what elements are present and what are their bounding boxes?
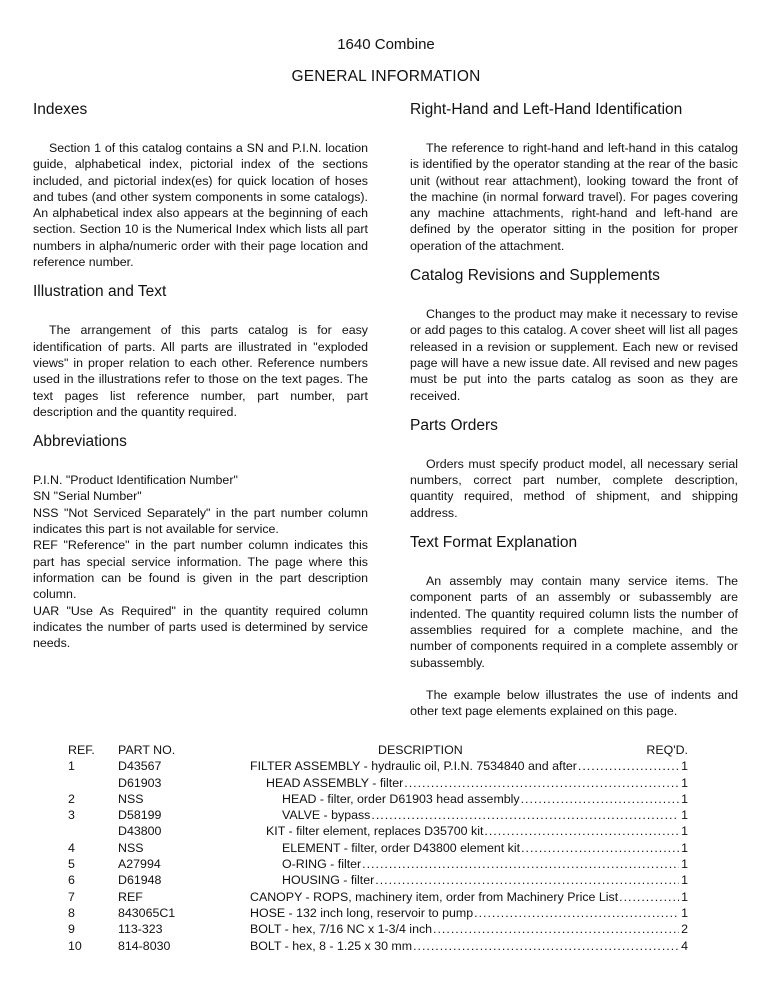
table-row bbox=[68, 807, 688, 823]
part-number-cell: REF bbox=[118, 889, 143, 904]
illustration-text: The arrangement of this parts catalog is for easy identification of parts. All parts are illustrated in "exploded views" in proper relation to each other. Reference numbers used in the illustrations refer to those on the text pages. The text pages list reference number, part number, part description and the quantity required. bbox=[33, 323, 368, 419]
description-cell bbox=[250, 856, 688, 872]
description-cell bbox=[250, 823, 688, 839]
format-example-text: The example below illustrates the use of indents and other text page elements explained on this page. bbox=[410, 687, 738, 719]
description-text: HEAD ASSEMBLY - filter bbox=[266, 775, 404, 790]
table-row bbox=[68, 775, 688, 791]
abbreviation-sn: SN "Serial Number" bbox=[33, 489, 142, 504]
quantity-cell: 1 bbox=[681, 808, 688, 823]
part-number-cell: D58199 bbox=[118, 808, 162, 823]
handedness-text: The reference to right-hand and left-hand in this catalog is identified by the operator standing at the rear of the basic unit (without rear attachment), looking toward the front of the machine (in normal forward travel). For pages covering any machine attachments, right-hand and left-hand are defined by the operator sitting in the position for proper operation of the attachment. bbox=[410, 141, 738, 253]
illustration-section bbox=[33, 282, 368, 420]
description-cell bbox=[250, 905, 688, 921]
part-number-cell: D61948 bbox=[118, 873, 162, 888]
quantity-cell: 2 bbox=[681, 922, 688, 937]
abbreviation-ref: REF "Reference" in the part number column indicates this part has special service information. The page where this information can be found is given in the part description column. bbox=[33, 538, 368, 602]
ref-cell bbox=[68, 823, 118, 839]
page-title: 1640 Combine bbox=[337, 36, 435, 53]
quantity-cell: 1 bbox=[681, 840, 688, 855]
header-reqd: REQ'D. bbox=[646, 743, 688, 757]
leader-dots bbox=[413, 938, 679, 954]
quantity-cell: 1 bbox=[681, 889, 688, 904]
table-row bbox=[68, 905, 688, 921]
leader-dots bbox=[404, 775, 679, 791]
ref-cell: 1 bbox=[68, 759, 75, 774]
table-row bbox=[68, 823, 688, 839]
description-text: VALVE - bypass bbox=[282, 808, 371, 823]
abbreviation-nss: NSS "Not Serviced Separately" in the part number column indicates this part is not available for service. bbox=[33, 505, 368, 537]
left-column bbox=[33, 100, 368, 663]
part-number-cell: 113-323 bbox=[118, 922, 163, 937]
revisions-section bbox=[410, 266, 738, 404]
description-cell bbox=[250, 872, 688, 888]
leader-dots bbox=[474, 905, 679, 921]
quantity-cell: 1 bbox=[681, 791, 688, 806]
abbreviation-uar: UAR "Use As Required" in the quantity required column indicates the number of parts used is determined by service needs. bbox=[33, 603, 368, 651]
abbreviation-pin: P.I.N. "Product Identification Number" bbox=[33, 473, 238, 488]
leader-dots bbox=[619, 889, 679, 905]
table-row bbox=[68, 889, 688, 905]
description-cell bbox=[250, 921, 688, 937]
table-row bbox=[68, 856, 688, 872]
abbreviations-section bbox=[33, 432, 368, 651]
indexes-heading: Indexes bbox=[33, 101, 88, 118]
description-cell bbox=[250, 807, 688, 823]
leader-dots bbox=[433, 921, 679, 937]
description-text: HOSE - 132 inch long, reservoir to pump bbox=[250, 905, 474, 920]
part-number-cell: D61903 bbox=[118, 775, 162, 790]
description-text: BOLT - hex, 7/16 NC x 1-3/4 inch bbox=[250, 922, 433, 937]
leader-dots bbox=[484, 823, 679, 839]
part-number-cell: 814-8030 bbox=[118, 938, 171, 953]
table-row bbox=[68, 872, 688, 888]
ref-cell: 5 bbox=[68, 857, 75, 872]
leader-dots bbox=[521, 791, 679, 807]
description-cell bbox=[250, 840, 688, 856]
table-body bbox=[68, 758, 688, 954]
description-cell bbox=[250, 791, 688, 807]
header-desc-cell bbox=[250, 742, 688, 758]
ref-cell: 3 bbox=[68, 808, 75, 823]
quantity-cell: 4 bbox=[681, 938, 688, 953]
ref-cell: 8 bbox=[68, 905, 75, 920]
quantity-cell: 1 bbox=[681, 775, 688, 790]
header-description: DESCRIPTION bbox=[378, 743, 463, 757]
table-row bbox=[68, 791, 688, 807]
description-cell bbox=[250, 775, 688, 791]
indexes-section bbox=[33, 100, 368, 270]
format-text: An assembly may contain many service items. The component parts of an assembly or subassembly are indented. The quantity required column lists the number of assemblies required for a complete machine, and the number of components required in a complete assembly or subassembly. bbox=[410, 574, 738, 670]
orders-section bbox=[410, 416, 738, 521]
description-text: O-RING - filter bbox=[282, 857, 362, 872]
description-text: HOUSING - filter bbox=[282, 873, 375, 888]
illustration-heading: Illustration and Text bbox=[33, 283, 167, 301]
description-text: HEAD - filter, order D61903 head assembly bbox=[282, 791, 520, 806]
handedness-section bbox=[410, 100, 738, 254]
leader-dots bbox=[371, 807, 679, 823]
orders-heading: Parts Orders bbox=[410, 416, 498, 434]
handedness-heading: Right-Hand and Left-Hand Identification bbox=[410, 101, 683, 118]
quantity-cell: 1 bbox=[681, 873, 688, 888]
revisions-heading: Catalog Revisions and Supplements bbox=[410, 267, 660, 285]
description-cell bbox=[250, 938, 688, 954]
description-text: FILTER ASSEMBLY - hydraulic oil, P.I.N. 7534840 and after bbox=[250, 759, 577, 774]
description-text: BOLT - hex, 8 - 1.25 x 30 mm bbox=[250, 938, 413, 953]
description-cell bbox=[250, 758, 688, 774]
leader-dots bbox=[375, 872, 679, 888]
leader-dots bbox=[521, 840, 679, 856]
quantity-cell: 1 bbox=[681, 824, 688, 839]
quantity-cell: 1 bbox=[681, 905, 688, 920]
description-cell bbox=[250, 889, 688, 905]
ref-cell: 4 bbox=[68, 840, 75, 855]
description-text: ELEMENT - filter, order D43800 element kit bbox=[282, 840, 521, 855]
leader-dots bbox=[362, 856, 679, 872]
ref-cell bbox=[68, 775, 118, 791]
format-section bbox=[410, 533, 738, 719]
header-part-no: PART NO. bbox=[118, 743, 176, 757]
table-header-row bbox=[68, 742, 688, 758]
quantity-cell: 1 bbox=[681, 857, 688, 872]
table-row bbox=[68, 938, 688, 954]
description-text: CANOPY - ROPS, machinery item, order from Machinery Price List bbox=[250, 889, 619, 904]
ref-cell: 7 bbox=[68, 889, 75, 904]
part-number-cell: 843065C1 bbox=[118, 905, 176, 920]
header-ref: REF. bbox=[68, 743, 95, 757]
ref-cell: 10 bbox=[68, 938, 82, 953]
table-row bbox=[68, 758, 688, 774]
part-number-cell: A27994 bbox=[118, 857, 161, 872]
part-number-cell: NSS bbox=[118, 840, 144, 855]
part-number-cell: D43800 bbox=[118, 824, 162, 839]
parts-table bbox=[68, 742, 688, 954]
right-column bbox=[410, 100, 738, 731]
table-row bbox=[68, 840, 688, 856]
ref-cell: 6 bbox=[68, 873, 75, 888]
part-number-cell: D43567 bbox=[118, 759, 162, 774]
revisions-text: Changes to the product may make it necessary to revise or add pages to this catalog. A cover sheet will list all pages released in a revision or supplement. Each new or revised page will have a new issue date. All revised and new pages must be put into the parts catalog as soon as they are received. bbox=[410, 307, 738, 403]
part-number-cell: NSS bbox=[118, 791, 144, 806]
ref-cell: 2 bbox=[68, 791, 75, 806]
format-heading: Text Format Explanation bbox=[410, 534, 578, 552]
quantity-cell: 1 bbox=[681, 759, 688, 774]
section-header: GENERAL INFORMATION bbox=[291, 68, 481, 85]
description-text: KIT - filter element, replaces D35700 kit bbox=[266, 824, 484, 839]
ref-cell: 9 bbox=[68, 922, 75, 937]
abbreviations-heading: Abbreviations bbox=[33, 433, 127, 451]
orders-text: Orders must specify product model, all necessary serial numbers, correct part number, complete description, quantity required, method of shipment, and shipping address. bbox=[410, 456, 738, 520]
indexes-text: Section 1 of this catalog contains a SN and P.I.N. location guide, alphabetical index, pictorial index of the sections included, and pictorial index(es) for quick location of hoses and tubes (and other system components in some catalogs). An alphabetical index also appears at the beginning of each section. Section 10 is the Numerical Index which lists all part numbers in alpha/numeric order with their page location and reference number. bbox=[33, 141, 368, 270]
table-row bbox=[68, 921, 688, 937]
leader-dots bbox=[578, 758, 679, 774]
